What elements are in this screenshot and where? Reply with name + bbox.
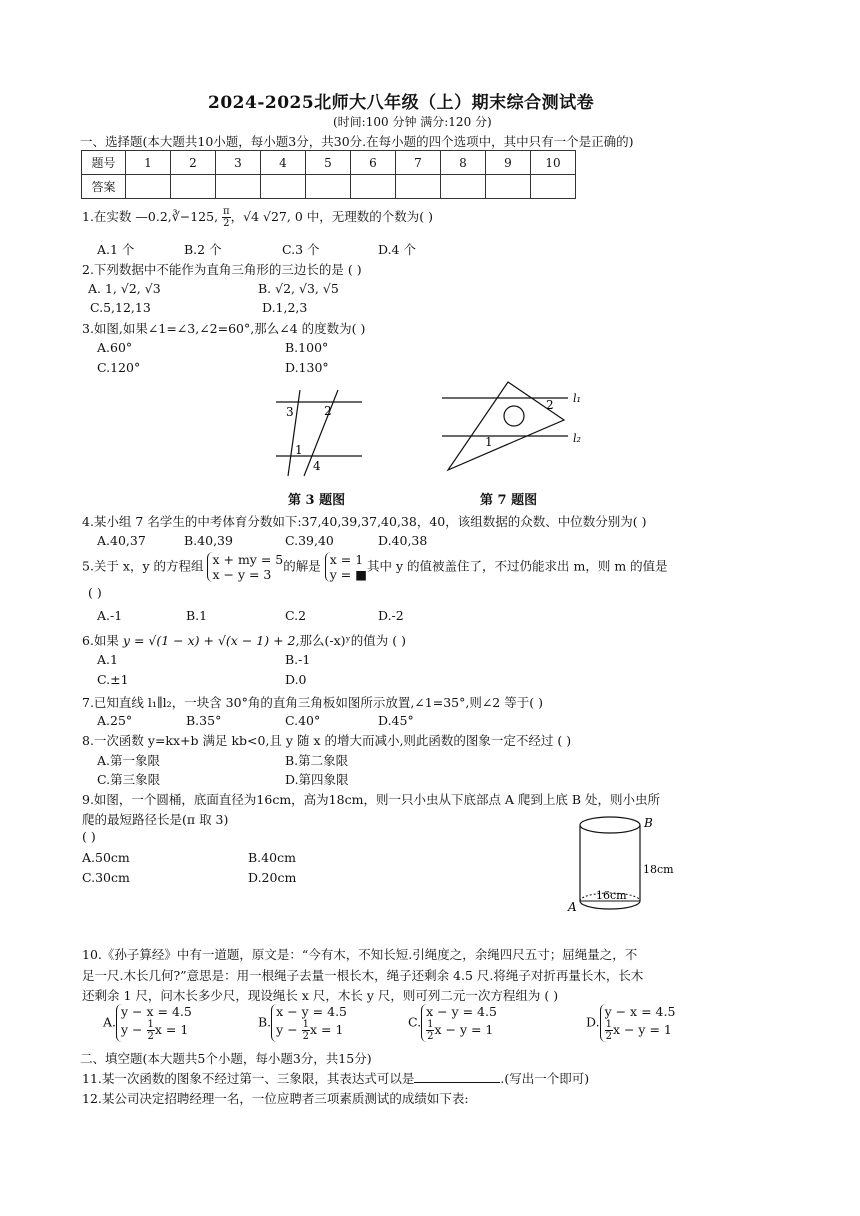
question-10: 10.《孙子算经》中有一道题，原文是：“今有木，不知长短.引绳度之，余绳四尺五寸；屈绳量之，不 bbox=[82, 947, 638, 962]
q2-option-a[interactable]: A. 1, √2, √3 bbox=[88, 281, 161, 296]
q6-option-a[interactable]: A.1 bbox=[97, 652, 118, 667]
q8-option-a[interactable]: A.第一象限 bbox=[97, 753, 161, 768]
q1-pi-fraction: $\frac{\pi}{2}$ bbox=[223, 206, 230, 229]
fig7-caption: 第 7 题图 bbox=[480, 493, 538, 508]
q4-option-d[interactable]: D.40,38 bbox=[378, 533, 428, 548]
fig7-label-2: 2 bbox=[546, 398, 554, 412]
q5-stem-mid: 的解是 bbox=[283, 558, 321, 574]
fig7-label-1: 1 bbox=[485, 435, 493, 449]
q1-option-b[interactable]: B.2 个 bbox=[184, 242, 222, 257]
question-10-line2: 足一尺.木长几何?”意思是：用一根绳子去量一根长木，绳子还剩余 4.5 尺.将绳子对折再量长木，长木 bbox=[82, 968, 644, 983]
section-2-heading: 二、填空题(本大题共5个小题，每小题3分，共15分) bbox=[80, 1051, 372, 1066]
q1-option-c[interactable]: C.3 个 bbox=[282, 242, 320, 257]
q4-option-b[interactable]: B.40,39 bbox=[184, 533, 233, 548]
q2-option-b[interactable]: B. √2, √3, √5 bbox=[258, 281, 339, 296]
fig3-label-4: 4 bbox=[313, 459, 321, 473]
q2-option-d[interactable]: D.1,2,3 bbox=[262, 300, 308, 315]
table-row bbox=[82, 175, 576, 199]
q6-stem-tail: 那么(-x)ʸ的值为 ( ) bbox=[299, 633, 406, 648]
section-1-heading: 一、选择题(本大题共10小题，每小题3分，共30分.在每小题的四个选项中，其中只有一个是正确的) bbox=[80, 134, 634, 149]
q11-stem: 11.某一次函数的图象不经过第一、三象限，其表达式可以是 bbox=[82, 1071, 415, 1086]
q3-option-a[interactable]: A.60° bbox=[97, 340, 133, 355]
cyl-label-a: A bbox=[568, 900, 577, 914]
q5-system-2: x = 1 y = ■ bbox=[325, 552, 367, 582]
fig3-label-2: 2 bbox=[324, 404, 332, 418]
q8-option-d[interactable]: D.第四象限 bbox=[285, 772, 349, 787]
fig3-label-1: 1 bbox=[295, 443, 303, 457]
question-1: 1.在实数 —0.2,∛−125, $\frac{\pi}{2}$ ，√4 √27, 0 中，无理数的个数为( ) bbox=[82, 206, 433, 229]
question-10-line3: 还剩余 1 尺，问木长多少尺，现设绳长 x 尺，木长 y 尺，则可列二元一次方程组为 ( ) bbox=[82, 988, 559, 1003]
q6-option-b[interactable]: B.-1 bbox=[285, 652, 311, 667]
answer-cell[interactable] bbox=[171, 175, 216, 199]
q9-option-a[interactable]: A.50cm bbox=[82, 850, 130, 865]
q5-system-1: x + my = 5 x − y = 3 bbox=[207, 552, 283, 582]
q6-option-c[interactable]: C.±1 bbox=[97, 672, 129, 687]
q7-option-d[interactable]: D.45° bbox=[378, 713, 414, 728]
q10-option-b[interactable]: B. x − y = 4.5 y − $\frac{1}{2}$ x = 1 bbox=[258, 1004, 348, 1042]
q9-option-c[interactable]: C.30cm bbox=[82, 870, 130, 885]
q4-option-c[interactable]: C.39,40 bbox=[285, 533, 334, 548]
table-label: 题号 bbox=[82, 151, 126, 175]
question-11 bbox=[82, 1069, 589, 1087]
q6-formula: y = √(1 − x) + √(x − 1) + 2, bbox=[122, 633, 300, 648]
q3-option-d[interactable]: D.130° bbox=[285, 360, 329, 375]
q5-option-b[interactable]: B.1 bbox=[186, 608, 208, 623]
q9-paren: ( ) bbox=[82, 829, 96, 844]
question-9: 9.如图，一个圆桶，底面直径为16cm，高为18cm，则一只小虫从下底部点 A 爬到上底 B 处，则小虫所 bbox=[82, 792, 661, 807]
q6-stem: 6.如果 bbox=[82, 633, 119, 648]
q5-stem: 5.关于 x，y 的方程组 bbox=[82, 558, 204, 574]
q2-option-c[interactable]: C.5,12,13 bbox=[90, 300, 151, 315]
table-cell: 5 bbox=[306, 151, 351, 175]
q7-option-c[interactable]: C.40° bbox=[285, 713, 321, 728]
question-4: 4.某小组 7 名学生的中考体育分数如下:37,40,39,37,40,38，40，该组数据的众数、中位数分别为( ) bbox=[82, 514, 647, 529]
table-cell: 3 bbox=[216, 151, 261, 175]
answer-cell[interactable] bbox=[486, 175, 531, 199]
answer-table bbox=[81, 150, 576, 199]
q5-option-d[interactable]: D.-2 bbox=[378, 608, 404, 623]
page-subtitle: (时间:100 分钟 满分:120 分) bbox=[333, 115, 492, 129]
q1-stem-tail: ，√4 √27, 0 中，无理数的个数为( ) bbox=[230, 209, 433, 224]
cyl-label-diameter: 16cm bbox=[596, 889, 627, 902]
answer-cell[interactable] bbox=[261, 175, 306, 199]
fig3-label-3: 3 bbox=[286, 405, 294, 419]
q1-option-a[interactable]: A.1 个 bbox=[97, 242, 135, 257]
figure-3 bbox=[270, 388, 370, 480]
question-2: 2.下列数据中不能作为直角三角形的三边长的是 ( ) bbox=[82, 262, 362, 277]
q9-option-d[interactable]: D.20cm bbox=[248, 870, 297, 885]
figure-7 bbox=[440, 378, 590, 476]
q8-option-b[interactable]: B.第二象限 bbox=[285, 753, 349, 768]
question-6 bbox=[82, 631, 406, 649]
q5-option-c[interactable]: C.2 bbox=[285, 608, 307, 623]
q8-option-c[interactable]: C.第三象限 bbox=[97, 772, 161, 787]
q10-option-c[interactable]: C. x − y = 4.5 $\frac{1}{2}$ x − y = 1 bbox=[408, 1004, 497, 1042]
q6-option-d[interactable]: D.0 bbox=[285, 672, 307, 687]
q7-option-b[interactable]: B.35° bbox=[186, 713, 222, 728]
q3-option-b[interactable]: B.100° bbox=[285, 340, 329, 355]
q3-option-c[interactable]: C.120° bbox=[97, 360, 141, 375]
question-5 bbox=[82, 552, 668, 582]
q10-option-a[interactable]: A. y − x = 4.5 y − $\frac{1}{2}$ x = 1 bbox=[103, 1004, 192, 1042]
cyl-label-b: B bbox=[644, 816, 653, 830]
q5-stem-tail: 其中 y 的值被盖住了，不过仍能求出 m，则 m 的值是 bbox=[367, 558, 668, 574]
answer-cell[interactable] bbox=[126, 175, 171, 199]
fig7-label-l2: l₂ bbox=[573, 432, 581, 445]
question-8: 8.一次函数 y=kx+b 满足 kb<0,且 y 随 x 的增大而减小,则此函数的图象一定不经过 ( ) bbox=[82, 733, 572, 748]
table-label: 答案 bbox=[82, 175, 126, 199]
fig7-label-l1: l₁ bbox=[573, 392, 581, 405]
q9-option-b[interactable]: B.40cm bbox=[248, 850, 296, 865]
table-cell: 4 bbox=[261, 151, 306, 175]
table-cell: 7 bbox=[396, 151, 441, 175]
answer-cell[interactable] bbox=[531, 175, 576, 199]
table-row bbox=[82, 151, 576, 175]
q10-option-d[interactable]: D. y − x = 4.5 $\frac{1}{2}$ x − y = 1 bbox=[586, 1004, 676, 1042]
fig3-caption: 第 3 题图 bbox=[288, 493, 346, 508]
q7-option-a[interactable]: A.25° bbox=[97, 713, 133, 728]
page-title: 2024-2025北师大八年级（上）期末综合测试卷 bbox=[208, 93, 595, 113]
question-3: 3.如图,如果∠1=∠3,∠2=60°,那么∠4 的度数为( ) bbox=[82, 321, 366, 336]
q11-answer-blank[interactable] bbox=[414, 1070, 500, 1083]
table-cell: 8 bbox=[441, 151, 486, 175]
answer-cell[interactable] bbox=[306, 175, 351, 199]
table-cell: 9 bbox=[486, 151, 531, 175]
question-7: 7.已知直线 l₁∥l₂，一块含 30°角的直角三角板如图所示放置,∠1=35°,则∠2 等于( ) bbox=[82, 695, 543, 710]
q1-cbrt: ∛−125 bbox=[171, 209, 215, 224]
answer-cell[interactable] bbox=[396, 175, 441, 199]
q4-option-a[interactable]: A.40,37 bbox=[97, 533, 146, 548]
q1-option-d[interactable]: D.4 个 bbox=[378, 242, 416, 257]
cylinder-figure bbox=[566, 813, 692, 917]
q5-option-a[interactable]: A.-1 bbox=[97, 608, 123, 623]
q11-stem-tail: .(写出一个即可) bbox=[500, 1071, 590, 1086]
question-9-line2: 爬的最短路径长是(π 取 3) bbox=[82, 812, 229, 827]
table-cell: 6 bbox=[351, 151, 396, 175]
question-12: 12.某公司决定招聘经理一名，一位应聘者三项素质测试的成绩如下表: bbox=[82, 1091, 469, 1106]
q1-stem: 1.在实数 —0.2, bbox=[82, 209, 172, 224]
table-cell: 10 bbox=[531, 151, 576, 175]
answer-cell[interactable] bbox=[216, 175, 261, 199]
answer-cell[interactable] bbox=[351, 175, 396, 199]
answer-cell[interactable] bbox=[441, 175, 486, 199]
cyl-label-height: 18cm bbox=[643, 863, 674, 876]
table-cell: 2 bbox=[171, 151, 216, 175]
q5-paren: ( ) bbox=[88, 585, 102, 600]
table-cell: 1 bbox=[126, 151, 171, 175]
